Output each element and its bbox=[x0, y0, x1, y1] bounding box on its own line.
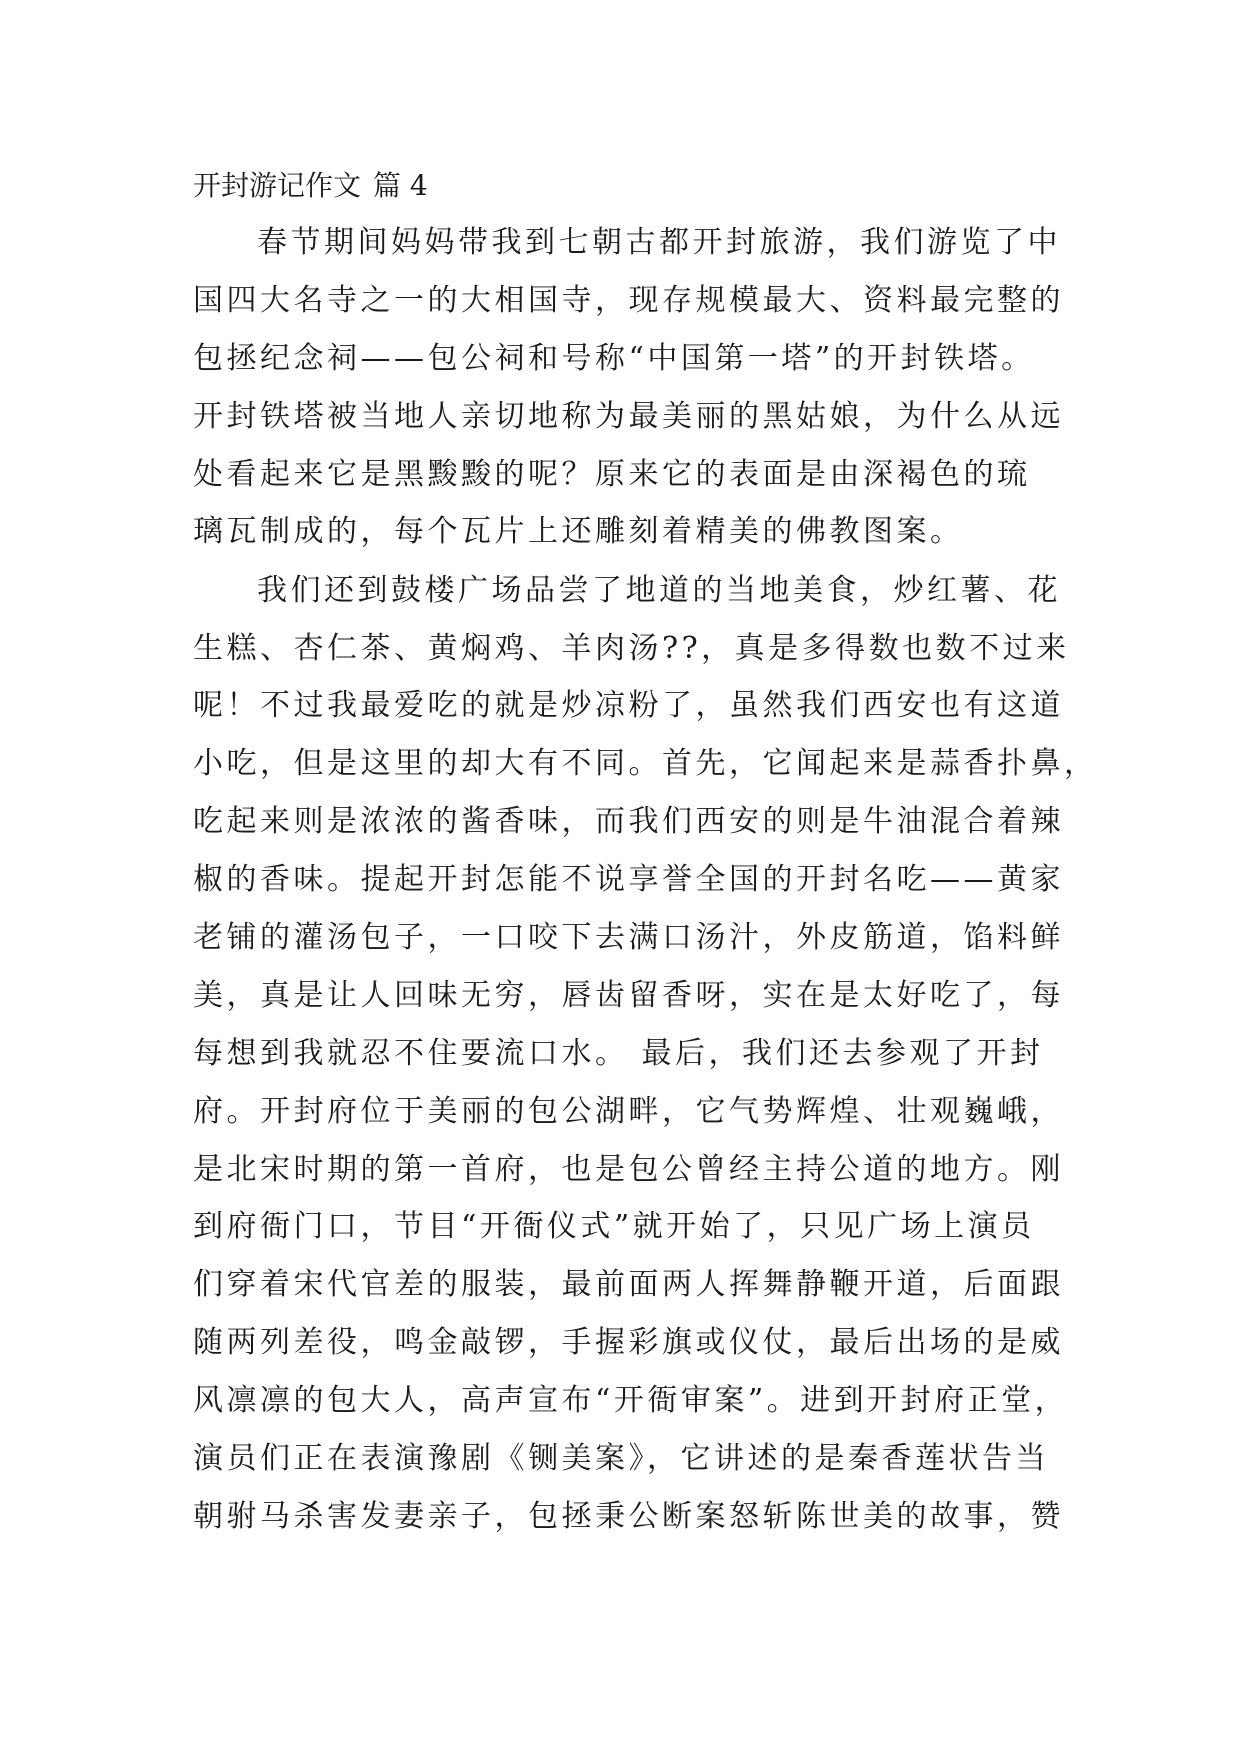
page-title bbox=[193, 166, 428, 206]
text-line: 到府衙门口，节目“开衙仪式”就开始了，只见广场上演员 bbox=[193, 1209, 1035, 1244]
text-line: 朝驸马杀害发妻亲子，包拯秉公断案怒斩陈世美的故事，赞 bbox=[193, 1499, 1064, 1534]
title-text: 开封游记作文 bbox=[193, 169, 362, 202]
text-line: 椒的香味。提起开封怎能不说享誉全国的开封名吃——黄家 bbox=[193, 862, 1064, 897]
text-line: 呢！不过我最爱吃的就是炒凉粉了，虽然我们西安也有这道 bbox=[193, 688, 1064, 723]
text-line: 吃起来则是浓浓的酱香味，而我们西安的则是牛油混合着辣 bbox=[193, 804, 1064, 839]
text-line: 国四大名寺之一的大相国寺，现存规模最大、资料最完整的 bbox=[193, 283, 1064, 318]
text-line: 小吃，但是这里的却大有不同。首先，它闻起来是蒜香扑鼻， bbox=[193, 746, 1098, 781]
text-line: 风凛凛的包大人，高声宣布“开衙审案”。进到开封府正堂， bbox=[193, 1383, 1069, 1418]
text-line: 每想到我就忍不住要流口水。 最后，我们还去参观了开封 bbox=[193, 1036, 1044, 1071]
text-line: 是北宋时期的第一首府，也是包公曾经主持公道的地方。刚 bbox=[193, 1152, 1064, 1187]
text-line: 老铺的灌汤包子，一口咬下去满口汤汁，外皮筋道，馅料鲜 bbox=[193, 920, 1064, 955]
text-line: 开封铁塔被当地人亲切地称为最美丽的黑姑娘，为什么从远 bbox=[193, 399, 1064, 434]
text-line: 随两列差役，鸣金敲锣，手握彩旗或仪仗，最后出场的是威 bbox=[193, 1325, 1064, 1360]
text-line: 生糕、杏仁茶、黄焖鸡、羊肉汤??，真是多得数也数不过来 bbox=[193, 631, 1070, 666]
title-suffix: 篇 4 bbox=[373, 169, 428, 202]
text-line: 们穿着宋代官差的服装，最前面两人挥舞静鞭开道，后面跟 bbox=[193, 1267, 1064, 1302]
text-line: 府。开封府位于美丽的包公湖畔，它气势辉煌、壮观巍峨， bbox=[193, 1094, 1064, 1129]
text-line: 演员们正在表演豫剧《铡美案》，它讲述的是秦香莲状告当 bbox=[193, 1441, 1049, 1476]
text-line: 璃瓦制成的，每个瓦片上还雕刻着精美的佛教图案。 bbox=[193, 514, 964, 549]
text-line: 美，真是让人回味无穷，唇齿留香呀，实在是太好吃了，每 bbox=[193, 978, 1064, 1013]
text-line: 包拯纪念祠——包公祠和号称“中国第一塔”的开封铁塔。 bbox=[193, 341, 1035, 376]
text-line: 春节期间妈妈带我到七朝古都开封旅游，我们游览了中 bbox=[257, 225, 1061, 260]
text-line: 处看起来它是黑黢黢的呢？原来它的表面是由深褐色的琉 bbox=[193, 457, 1031, 492]
text-line: 我们还到鼓楼广场品尝了地道的当地美食，炒红薯、花 bbox=[257, 573, 1061, 608]
